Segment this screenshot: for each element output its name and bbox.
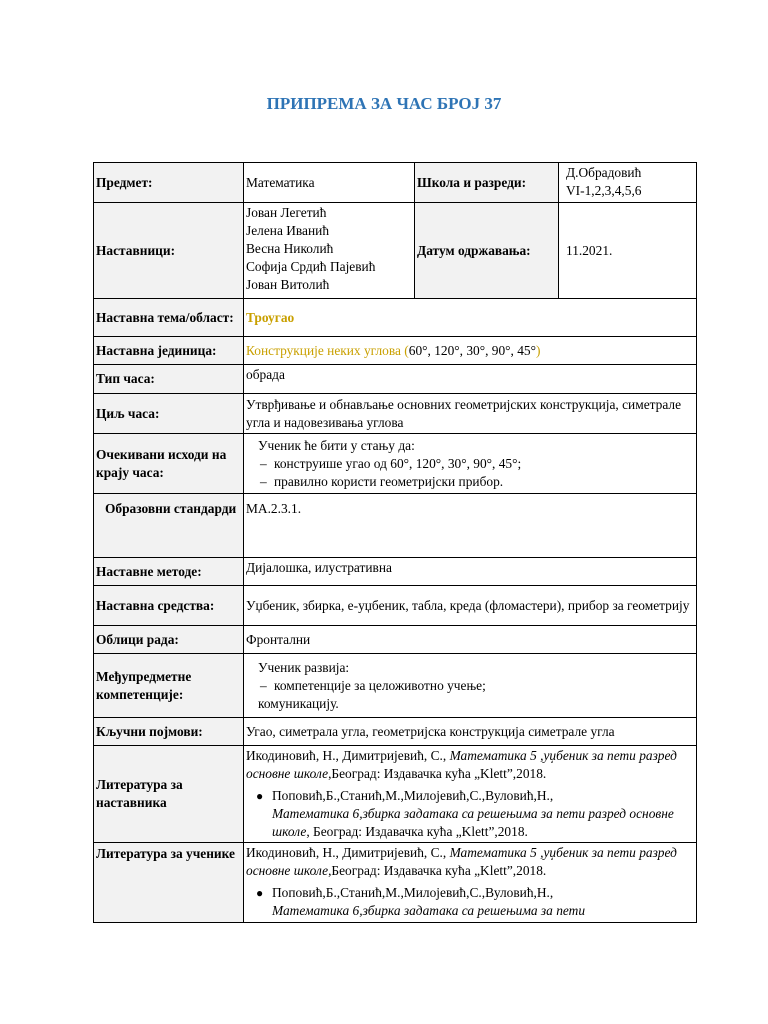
row-lit-teacher [94, 746, 697, 843]
row-forms [94, 626, 697, 654]
row-goal [94, 394, 697, 434]
school-label: Школа и разреди: [415, 163, 559, 203]
date-value: 11.2021. [559, 203, 697, 299]
school-value [559, 163, 697, 203]
key-terms-label: Кључни појмови: [94, 718, 244, 746]
row-methods [94, 558, 697, 586]
row-lit-student [94, 843, 697, 923]
subject-value: Математика [244, 163, 415, 203]
school-name: Д.Обрадовић [566, 165, 642, 180]
competences-value [244, 654, 697, 718]
lit-teacher-label: Литература за наставника [94, 746, 244, 843]
outcome-item: – конструише угао од 60°, 120°, 30°, 90°, 45°; [260, 455, 522, 471]
school-classes: VI-1,2,3,4,5,6 [566, 183, 642, 198]
teachers-list [244, 203, 415, 299]
teacher-name: Јелена Иванић [246, 223, 330, 238]
row-standards [94, 494, 697, 558]
unit-close: ) [535, 342, 541, 358]
methods-value: Дијалошка, илустративна [244, 558, 697, 586]
lit-student-value [244, 843, 697, 923]
unit-value [244, 337, 697, 365]
row-topic [94, 299, 697, 337]
lit-student-ref1: Икодиновић, Н., Димитријевић, С., Математика 5 ,уџбеник за пети разред основне школе,Београд: Издавачка кућа „Klett”,2018. [246, 845, 677, 878]
unit-name: Конструкције неких углова ( [246, 342, 409, 358]
teacher-name: Весна Николић [246, 241, 334, 256]
forms-label: Облици рада: [94, 626, 244, 654]
teachers-label: Наставници: [94, 203, 244, 299]
row-teachers [94, 203, 697, 299]
standards-label: Образовни стандарди [94, 494, 244, 558]
row-means [94, 586, 697, 626]
goal-label: Циљ часа: [94, 394, 244, 434]
competences-intro: Ученик развија: [258, 659, 350, 675]
means-label: Наставна средства: [94, 586, 244, 626]
teacher-name: Јован Легетић [246, 205, 327, 220]
competence-last: комуникацију. [258, 695, 339, 711]
teacher-name: Софија Срдић Пајевић [246, 259, 376, 274]
row-key-terms [94, 718, 697, 746]
competence-item: – компетенције за целоживотно учење; [260, 677, 486, 693]
unit-label: Наставна јединица: [94, 337, 244, 365]
outcomes-intro: Ученик ће бити у стању да: [258, 437, 415, 453]
goal-value: Утврђивање и обнављање основних геометријских конструкција, симетрале угла и надовезивања углова [244, 394, 697, 434]
outcomes-value [244, 434, 697, 494]
lit-teacher-ref1: Икодиновић, Н., Димитријевић, С., Математика 5 ,уџбеник за пети разред основне школе,Београд: Издавачка кућа „Klett”,2018. [246, 748, 677, 781]
unit-angles: 60°, 120°, 30°, 90°, 45° [408, 342, 536, 358]
row-competences [94, 654, 697, 718]
outcome-item: – правилно користи геометријски прибор. [260, 473, 504, 489]
means-value: Уџбеник, збирка, е-уџбеник, табла, креда (фломастери), прибор за геометрију [244, 586, 697, 626]
topic-label: Наставна тема/област: [94, 299, 244, 337]
date-label: Датум одржавања: [415, 203, 559, 299]
teacher-name: Јован Витолић [246, 277, 330, 292]
topic-value: Троугао [244, 299, 697, 337]
standards-value: МА.2.3.1. [244, 494, 697, 558]
row-unit [94, 337, 697, 365]
row-lesson-type [94, 365, 697, 394]
lit-student-ref2: ● Поповић,Б.,Станић,М.,Милојевић,С.,Вуловић,Н., Математика 6,збирка задатака са решењима за пети [256, 885, 586, 918]
lesson-type-label: Тип часа: [94, 365, 244, 394]
competences-label: Међупредметне компетенције: [94, 654, 244, 718]
lit-student-label: Литература за ученике [94, 843, 244, 923]
row-subject [94, 163, 697, 203]
outcomes-label: Очекивани исходи на крају часа: [94, 434, 244, 494]
forms-value: Фронтални [244, 626, 697, 654]
lesson-plan-table [93, 162, 697, 923]
key-terms-value: Угао, симетрала угла, геометријска конструкција симетрале угла [244, 718, 697, 746]
lesson-type-value: обрада [244, 365, 697, 394]
lit-teacher-value [244, 746, 697, 843]
subject-label: Предмет: [94, 163, 244, 203]
row-outcomes [94, 434, 697, 494]
lit-teacher-ref2: ● Поповић,Б.,Станић,М.,Милојевић,С.,Вуловић,Н., Математика 6,збирка задатака са решењима за пети разред основне школе, Београд: Издавачка кућа „Klett”,2018. [256, 788, 674, 839]
methods-label: Наставне методе: [94, 558, 244, 586]
page-title: ПРИПРЕМА ЗА ЧАС БРОЈ 37 [266, 94, 502, 113]
